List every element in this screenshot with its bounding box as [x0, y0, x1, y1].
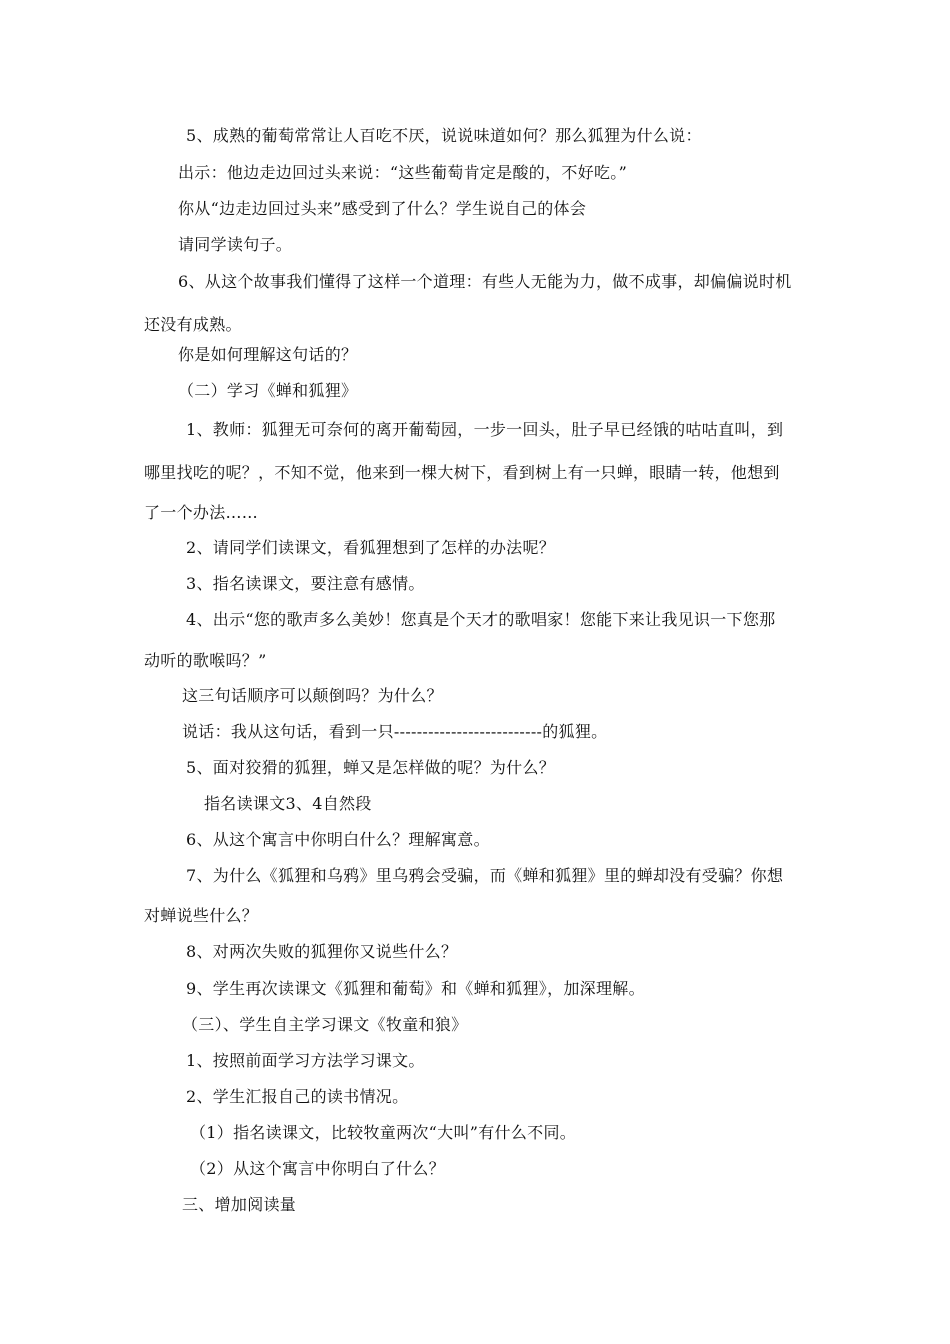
- text-line: 9、学生再次读课文《狐狸和葡萄》和《蝉和狐狸》，加深理解。: [186, 979, 645, 998]
- text-line: 还没有成熟。: [144, 315, 242, 334]
- text-line: 1、教师：狐狸无可奈何的离开葡萄园，一步一回头，肚子早已经饿的咕咕直叫，到: [186, 420, 784, 439]
- text-line: 你从“边走边回过头来”感受到了什么？学生说自己的体会: [178, 199, 587, 218]
- text-line: 5、成熟的葡萄常常让人百吃不厌，说说味道如何？那么狐狸为什么说：: [186, 126, 702, 145]
- text-line: 3、指名读课文，要注意有感情。: [186, 574, 425, 593]
- text-line: 出示：他边走边回过头来说：“这些葡萄肯定是酸的，不好吃。”: [178, 163, 628, 182]
- text-line: 2、学生汇报自己的读书情况。: [186, 1087, 409, 1106]
- text-line: （2）从这个寓言中你明白了什么？: [190, 1159, 445, 1178]
- section-heading: 三、增加阅读量: [182, 1195, 297, 1214]
- text-line: （1）指名读课文，比较牧童两次“大叫”有什么不同。: [190, 1123, 577, 1142]
- text-line: 这三句话顺序可以颠倒吗？为什么？: [182, 686, 443, 705]
- text-line: 指名读课文3、4自然段: [204, 794, 372, 813]
- text-line: 5、面对狡猾的狐狸，蝉又是怎样做的呢？为什么？: [186, 758, 556, 777]
- text-line: 1、按照前面学习方法学习课文。: [186, 1051, 425, 1070]
- text-line: 对蝉说些什么？: [144, 906, 259, 925]
- text-line: 哪里找吃的呢？，不知不觉，他来到一棵大树下，看到树上有一只蝉，眼睛一转，他想到: [144, 463, 780, 482]
- text-line: 请同学读句子。: [178, 235, 293, 254]
- text-line: 4、出示“您的歌声多么美妙！您真是个天才的歌唱家！您能下来让我见识一下您那: [186, 610, 776, 629]
- text-line: 7、为什么《狐狸和乌鸦》里乌鸦会受骗，而《蝉和狐狸》里的蝉却没有受骗？你想: [186, 866, 784, 885]
- text-line: 8、对两次失败的狐狸你又说些什么？: [186, 942, 458, 961]
- text-line: 6、从这个寓言中你明白什么？理解寓意。: [186, 830, 490, 849]
- text-line: 动听的歌喉吗？”: [144, 651, 267, 670]
- section-heading: （三）、学生自主学习课文《牧童和狼》: [182, 1015, 468, 1034]
- text-line: 了一个办法……: [144, 503, 259, 522]
- text-line: 6、从这个故事我们懂得了这样一个道理：有些人无能为力，做不成事，却偏偏说时机: [178, 272, 792, 291]
- text-line: 说话：我从这句话，看到一只--------------------------的狐狸。: [182, 722, 608, 741]
- section-heading: （二）学习《蝉和狐狸》: [178, 381, 358, 400]
- text-line: 2、请同学们读课文，看狐狸想到了怎样的办法呢？: [186, 538, 556, 557]
- text-line: 你是如何理解这句话的？: [178, 345, 358, 364]
